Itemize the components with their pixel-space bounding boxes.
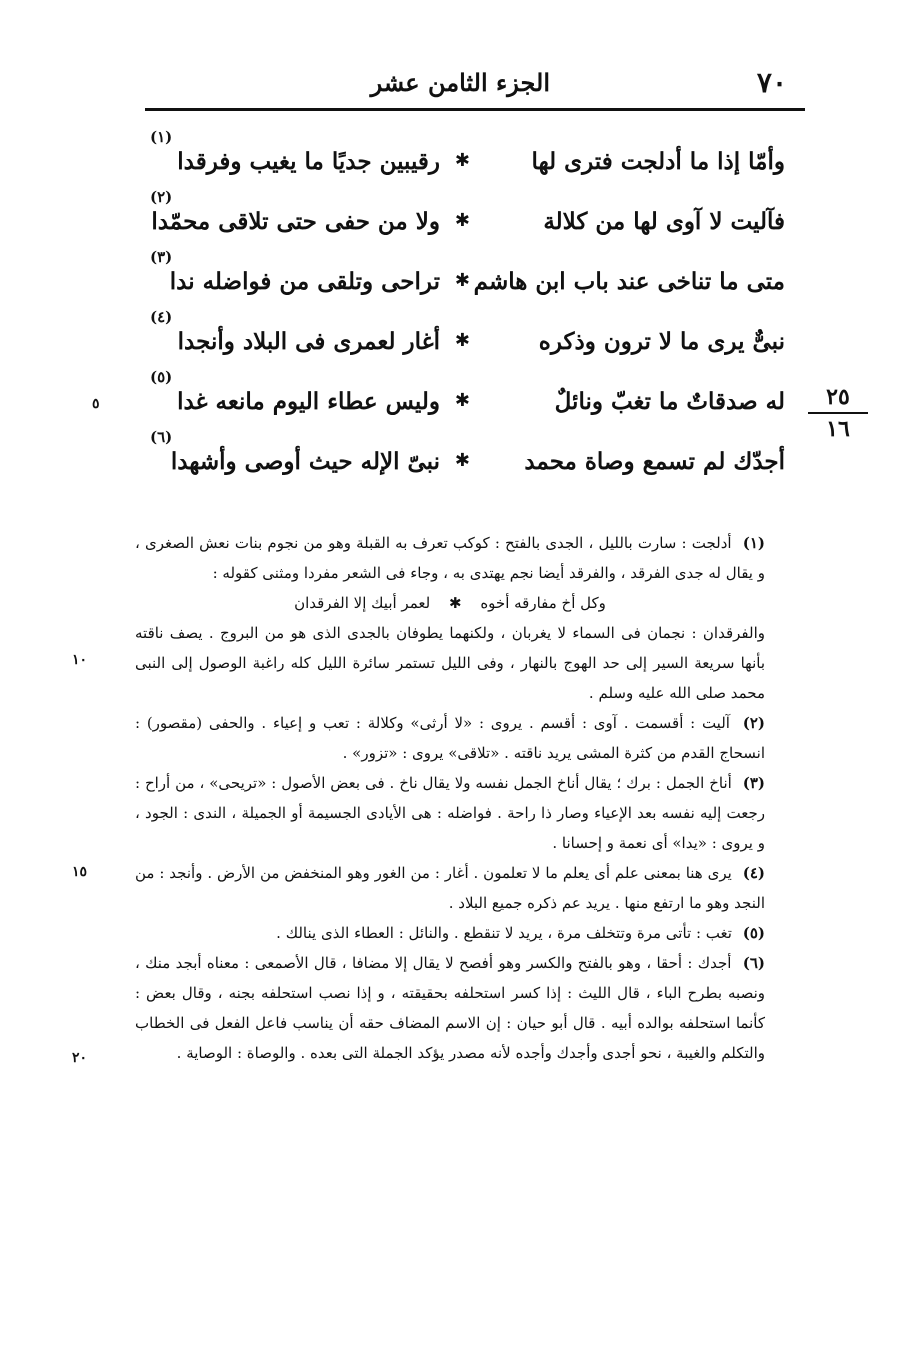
verse-3 xyxy=(150,248,785,308)
footnote-1 xyxy=(135,528,765,588)
footnote-text: والفرقدان : نجمان فى السماء لا يغربان ، ولكنهما يطوفان بالجدى الذى هو من البروج . يصف ناقته بأنها سريعة السير إلى حد الهوج بالنهار ، وفى الليل تستمر سائرة الليل كله راغبة الوصول إلى النبى محمد صلى الله عليه وسلم . xyxy=(135,624,765,702)
quoted-hemistich-first: وكل أخ مفارقه أخوه xyxy=(480,594,606,612)
verse-footnote-ref: (٤) xyxy=(150,308,173,326)
verse-2 xyxy=(150,188,785,248)
verse-footnote-ref: (٢) xyxy=(150,188,173,206)
fraction-bar xyxy=(808,412,868,414)
verse-hemistich-second: أغار لعمرى فى البلاد وأنجدا xyxy=(177,328,440,355)
verse-hemistich-first: له صدقاتٌ ما تغبّ ونائلٌ xyxy=(554,388,785,415)
poem xyxy=(150,128,785,488)
verse-4 xyxy=(150,308,785,368)
footnote-text: يرى هنا بمعنى علم أى يعلم ما لا تعلمون . أغار : من الغور وهو المنخفض من الأرض . وأنجد : من النجد وهو ما ارتفع منها . يريد عم ذكره جميع البلاد . xyxy=(135,864,765,912)
footnote-number: (٥) xyxy=(742,924,765,942)
line-number: ١٠ xyxy=(72,652,88,668)
footnote-text: أدلجت : سارت بالليل ، الجدى بالفتح : كوكب تعرف به القبلة وهو من نجوم بنات نعش الصغرى ، و يقال له جدى الفرقد ، والفرقد أيضا نجم يهتدى به ، وجاء فى الشعر مفردا ومثنى كقوله : xyxy=(135,534,765,582)
verse-hemistich-first: نبىٌّ يرى ما لا ترون وذكره xyxy=(538,328,785,355)
footnote-text: تغب : تأتى مرة وتتخلف مرة ، يريد لا تنقطع . والنائل : العطاء الذى ينالك . xyxy=(276,924,732,942)
page-header xyxy=(145,58,805,98)
star-separator-icon: ✱ xyxy=(454,330,470,351)
verse-6 xyxy=(150,428,785,488)
footnote-2 xyxy=(135,708,765,768)
line-number: ٥ xyxy=(92,396,100,412)
star-separator-icon: ✱ xyxy=(454,450,470,471)
line-number: ٢٠ xyxy=(72,1050,88,1066)
verse-footnote-ref: (١) xyxy=(150,128,173,146)
margin-reference-fraction xyxy=(808,384,868,442)
page-title: الجزء الثامن عشر xyxy=(370,68,550,97)
footnote-text: أناخ الجمل : برك ؛ يقال أناخ الجمل نفسه ولا يقال ناخ . فى بعض الأصول : «تريحى» ، من أراح : رجعت إليه نفسه بعد الإعياء وصار ذا راحة . فواضله : هى الأيادى الجسيمة أو الجميلة ، الندى : الجود ، و يروى : «يدا» أى نعمة و إحسانا . xyxy=(135,774,765,852)
line-number: ١٥ xyxy=(72,864,88,880)
footnote-6 xyxy=(135,948,765,1068)
verse-hemistich-second: وليس عطاء اليوم مانعه غدا xyxy=(177,388,440,415)
star-separator-icon: ✱ xyxy=(448,594,462,612)
star-separator-icon: ✱ xyxy=(454,390,470,411)
verse-hemistich-first: متى ما تناخى عند باب ابن هاشم xyxy=(473,268,785,295)
star-separator-icon: ✱ xyxy=(454,210,470,231)
verse-footnote-ref: (٣) xyxy=(150,248,173,266)
verse-hemistich-second: رقيبين جديًا ما يغيب وفرقدا xyxy=(177,148,440,175)
footnote-text: آليت : أقسمت . آوى : أقسم . يروى : «لا أرثى» وكلالة : تعب و إعياء . والحفى (مقصور) : انسحاج القدم من كثرة المشى يريد ناقته . «تلاقى» يروى : «تزور» . xyxy=(135,714,765,762)
page-number: ٧٠ xyxy=(756,66,787,99)
verse-hemistich-first: أجدّك لم تسمع وصاة محمد xyxy=(524,448,785,475)
verse-hemistich-first: فآليت لا آوى لها من كلالة xyxy=(543,208,785,235)
footnote-quoted-verse xyxy=(135,588,765,618)
verse-hemistich-second: ولا من حفى حتى تلاقى محمّدا xyxy=(151,208,440,235)
quoted-hemistich-second: لعمر أبيك إلا الفرقدان xyxy=(294,594,431,612)
verse-5 xyxy=(150,368,785,428)
footnote-text: أجدك : أحقا ، وهو بالفتح والكسر وهو أفصح لا يقال إلا مضافا ، قال الأصمعى : معناه أبجد منك ، ونصبه بطرح الباء ، قال الليث : إذا كسر استحلفه بحقيقته ، و إذا نصب استحلفه بجنه ، وقال بعض : كأنما استحلفه بوالده أبيه . قال أبو حيان : إن الاسم المضاف حقه أن يناسب فاعل الفعل فى الخطاب والتكلم والغيبة ، نحو أجدى وأجدك وأجده لأنه مصدر يؤكد الجملة التى بعده . والوصاة : الوصاية . xyxy=(135,954,765,1062)
footnote-number: (٣) xyxy=(742,774,765,792)
star-separator-icon: ✱ xyxy=(454,150,470,171)
header-rule xyxy=(145,108,805,111)
verse-footnote-ref: (٦) xyxy=(150,428,173,446)
verse-1 xyxy=(150,128,785,188)
verse-hemistich-first: وأمّا إذا ما أدلجت فترى لها xyxy=(531,148,785,175)
star-separator-icon: ✱ xyxy=(454,270,470,291)
footnote-4 xyxy=(135,858,765,918)
footnote-5 xyxy=(135,918,765,948)
footnote-number: (٤) xyxy=(742,864,765,882)
footnote-number: (١) xyxy=(742,534,765,552)
footnote-number: (٦) xyxy=(742,954,765,972)
footnote-number: (٢) xyxy=(742,714,765,732)
footnotes xyxy=(135,528,765,1068)
verse-footnote-ref: (٥) xyxy=(150,368,173,386)
verse-hemistich-second: تراحى وتلقى من فواضله ندا xyxy=(169,268,440,295)
footnote-1-continued xyxy=(135,618,765,708)
fraction-bottom: ١٦ xyxy=(826,416,850,442)
verse-hemistich-second: نبىّ الإله حيث أوصى وأشهدا xyxy=(170,448,440,475)
footnote-3 xyxy=(135,768,765,858)
fraction-top: ٢٥ xyxy=(826,384,850,410)
